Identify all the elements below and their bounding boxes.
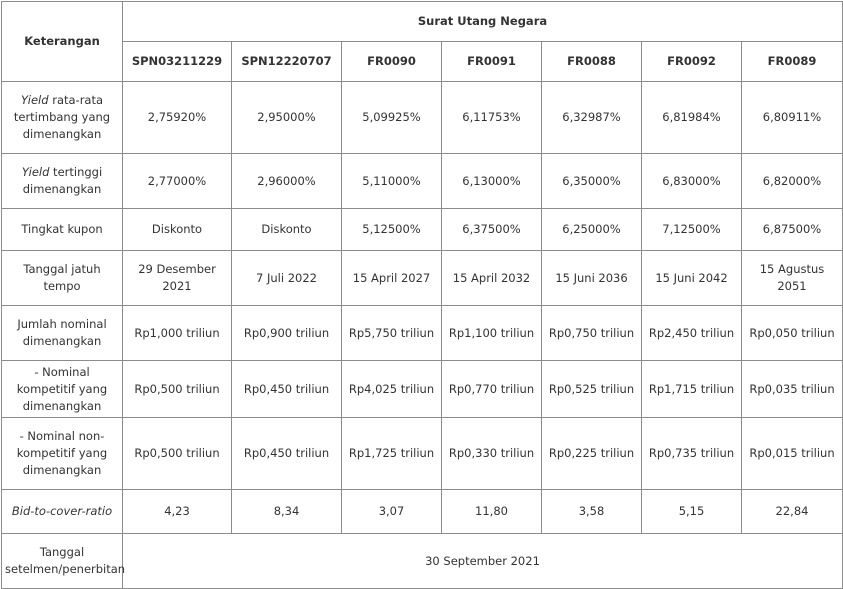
series-header: SPN03211229 — [123, 42, 232, 82]
table-cell: 22,84 — [742, 490, 843, 534]
header-row-series — [2, 42, 843, 82]
header-row-group — [2, 2, 843, 42]
table-cell: Rp0,500 triliun — [123, 418, 232, 490]
table-cell: 5,11000% — [342, 154, 442, 209]
table-cell: 29 Desember 2021 — [123, 251, 232, 306]
table-cell: Rp1,715 triliun — [642, 361, 742, 418]
setelmen-date: 30 September 2021 — [123, 534, 843, 589]
table-cell: 11,80 — [442, 490, 542, 534]
table-cell: Rp0,015 triliun — [742, 418, 843, 490]
table-cell: 2,95000% — [232, 82, 342, 154]
table-cell: 6,82000% — [742, 154, 843, 209]
table-cell: Rp0,050 triliun — [742, 306, 843, 361]
row-non-kompetitif — [2, 418, 843, 490]
row-jatuh-tempo — [2, 251, 843, 306]
table-cell: 7,12500% — [642, 209, 742, 251]
table-cell: 6,35000% — [542, 154, 642, 209]
series-header: FR0089 — [742, 42, 843, 82]
table-cell: Rp0,770 triliun — [442, 361, 542, 418]
row-label: - Nominal kompetitif yang dimenangkan — [2, 361, 123, 418]
table-cell: Rp1,100 triliun — [442, 306, 542, 361]
table-cell: Diskonto — [123, 209, 232, 251]
table-cell: 2,75920% — [123, 82, 232, 154]
row-label: Tingkat kupon — [2, 209, 123, 251]
table-cell: 15 April 2027 — [342, 251, 442, 306]
row-bid-to-cover — [2, 490, 843, 534]
series-header: FR0091 — [442, 42, 542, 82]
table-cell: Rp0,035 triliun — [742, 361, 843, 418]
table-cell: 5,15 — [642, 490, 742, 534]
table-cell: Rp5,750 triliun — [342, 306, 442, 361]
row-label — [2, 82, 123, 154]
table-cell: 6,13000% — [442, 154, 542, 209]
table-cell: Rp1,000 triliun — [123, 306, 232, 361]
table-cell: 6,83000% — [642, 154, 742, 209]
row-label: Bid-to-cover-ratio — [2, 490, 123, 534]
table-cell: 6,87500% — [742, 209, 843, 251]
table-cell: 8,34 — [232, 490, 342, 534]
row-kupon — [2, 209, 843, 251]
table-cell: Rp1,725 triliun — [342, 418, 442, 490]
table-cell: 2,77000% — [123, 154, 232, 209]
row-jumlah-nominal — [2, 306, 843, 361]
row-yield-avg — [2, 82, 843, 154]
series-header: FR0090 — [342, 42, 442, 82]
row-label: - Nominal non-kompetitif yang dimenangkan — [2, 418, 123, 490]
table-cell: Rp0,450 triliun — [232, 361, 342, 418]
table-cell: Rp0,225 triliun — [542, 418, 642, 490]
table-cell: Rp0,525 triliun — [542, 361, 642, 418]
table-cell: 6,11753% — [442, 82, 542, 154]
table-cell: 3,07 — [342, 490, 442, 534]
row-label: Tanggal jatuh tempo — [2, 251, 123, 306]
table-cell: 5,09925% — [342, 82, 442, 154]
header-keterangan: Keterangan — [2, 2, 123, 82]
row-label: Jumlah nominal dimenangkan — [2, 306, 123, 361]
table-cell: 6,81984% — [642, 82, 742, 154]
table-cell: 6,25000% — [542, 209, 642, 251]
series-header: FR0088 — [542, 42, 642, 82]
table-cell: 6,80911% — [742, 82, 843, 154]
table-cell: 7 Juli 2022 — [232, 251, 342, 306]
table-cell: Rp0,750 triliun — [542, 306, 642, 361]
table-cell: 6,32987% — [542, 82, 642, 154]
table-cell: 15 Juni 2036 — [542, 251, 642, 306]
table-cell: Rp0,330 triliun — [442, 418, 542, 490]
header-surat-utang-negara: Surat Utang Negara — [123, 2, 843, 42]
table-cell: Rp0,450 triliun — [232, 418, 342, 490]
table-cell: Rp2,450 triliun — [642, 306, 742, 361]
table-cell: 15 April 2032 — [442, 251, 542, 306]
table-cell: 3,58 — [542, 490, 642, 534]
label-italic: Yield — [21, 165, 50, 179]
table-cell: 2,96000% — [232, 154, 342, 209]
table-cell: 15 Agustus 2051 — [742, 251, 843, 306]
table-cell: 15 Juni 2042 — [642, 251, 742, 306]
table-cell: Rp4,025 triliun — [342, 361, 442, 418]
row-label — [2, 154, 123, 209]
table-cell: 4,23 — [123, 490, 232, 534]
table-cell: 6,37500% — [442, 209, 542, 251]
auction-results-table — [1, 1, 843, 589]
table-cell: Diskonto — [232, 209, 342, 251]
label-italic: Yield — [20, 93, 49, 107]
label-rest: tertinggi dimenangkan — [22, 165, 103, 196]
series-header: FR0092 — [642, 42, 742, 82]
label-rest: rata-rata tertimbang yang dimenangkan — [13, 93, 111, 141]
row-label: Tanggal setelmen/penerbitan — [2, 534, 123, 589]
table-cell: Rp0,735 triliun — [642, 418, 742, 490]
row-kompetitif — [2, 361, 843, 418]
table-cell: Rp0,900 triliun — [232, 306, 342, 361]
table-cell: 5,12500% — [342, 209, 442, 251]
row-setelmen — [2, 534, 843, 589]
table-cell: Rp0,500 triliun — [123, 361, 232, 418]
row-yield-max — [2, 154, 843, 209]
series-header: SPN12220707 — [232, 42, 342, 82]
